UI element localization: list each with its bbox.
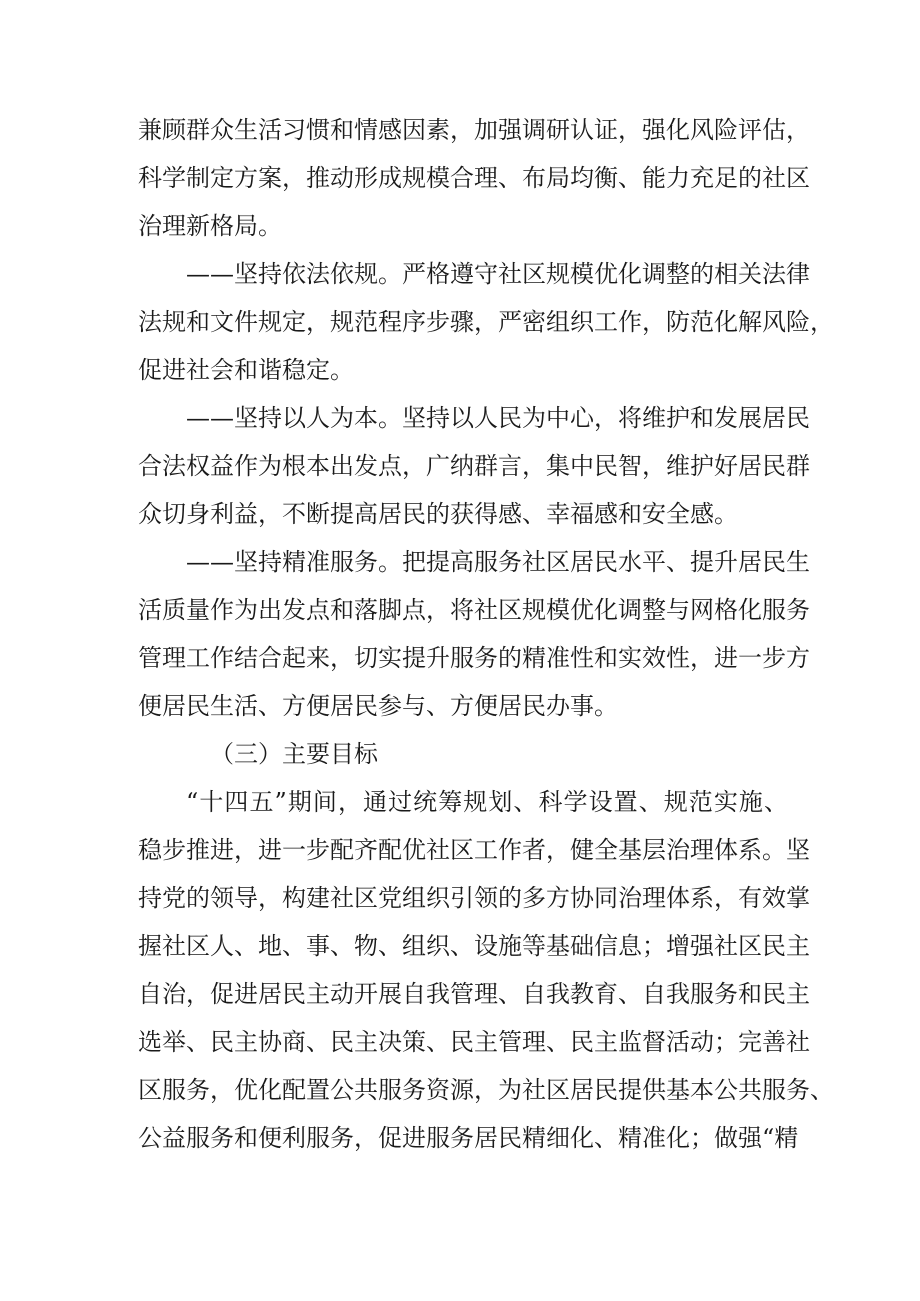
text-line: 促进社会和谐稳定。 (138, 356, 354, 384)
document-body (138, 106, 834, 1162)
text-line: 便居民生活、方便居民参与、方便居民办事。 (138, 692, 618, 720)
principle-heading-line: ——坚持以人为本。坚持以人民为中心，将维护和发展居民 (186, 404, 810, 432)
text-line: 稳步推进，进一步配齐配优社区工作者，健全基层治理体系。坚 (138, 836, 810, 864)
text-line: 选举、民主协商、民主决策、民主管理、民主监督活动；完善社 (138, 1028, 810, 1056)
text-line: 合法权益作为根本出发点，广纳群言，集中民智，维护好居民群 (138, 452, 810, 480)
text-line: 活质量作为出发点和落脚点，将社区规模优化调整与网格化服务 (138, 596, 810, 624)
principle-heading-line: ——坚持依法依规。严格遵守社区规模优化调整的相关法律 (186, 260, 810, 288)
text-line: 众切身利益，不断提高居民的获得感、幸福感和安全感。 (138, 500, 738, 528)
text-line: 握社区人、地、事、物、组织、设施等基础信息；增强社区民主 (138, 932, 810, 960)
text-line: 兼顾群众生活习惯和情感因素，加强调研认证，强化风险评估， (138, 116, 810, 144)
text-line: 管理工作结合起来，切实提升服务的精准性和实效性，进一步方 (138, 644, 810, 672)
text-line: 公益服务和便利服务，促进服务居民精细化、精准化；做强“精 (138, 1124, 799, 1152)
text-line: 法规和文件规定，规范程序步骤，严密组织工作，防范化解风险， (138, 308, 834, 336)
text-line: 持党的领导，构建社区党组织引领的多方协同治理体系，有效掌 (138, 884, 810, 912)
section-heading: （三）主要目标 (210, 740, 378, 768)
text-line: 区服务，优化配置公共服务资源，为社区居民提供基本公共服务、 (138, 1076, 834, 1104)
paragraph-first-line: “十四五”期间，通过统筹规划、科学设置、规范实施、 (186, 788, 788, 816)
text-line: 科学制定方案，推动形成规模合理、布局均衡、能力充足的社区 (138, 164, 810, 192)
text-line: 自治，促进居民主动开展自我管理、自我教育、自我服务和民主 (138, 980, 810, 1008)
text-line: 治理新格局。 (138, 212, 282, 240)
principle-heading-line: ——坚持精准服务。把提高服务社区居民水平、提升居民生 (186, 548, 810, 576)
